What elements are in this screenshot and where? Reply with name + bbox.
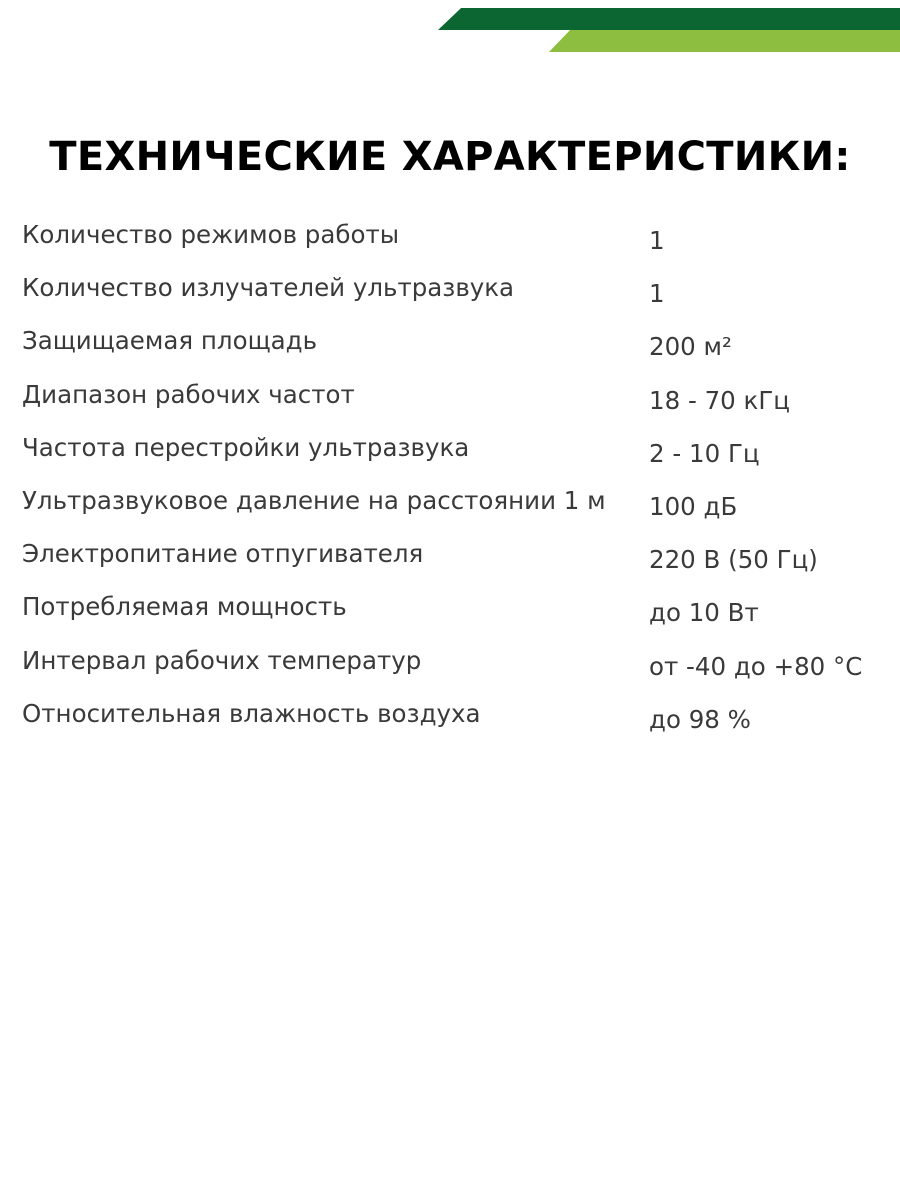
spec-value: до 98 % <box>649 704 751 734</box>
spec-label: Количество излучателей ультразвука <box>22 273 515 303</box>
spec-row <box>22 640 882 693</box>
page-title: ТЕХНИЧЕСКИЕ ХАРАКТЕРИСТИКИ: <box>49 134 851 180</box>
spec-label: Частота перестройки ультразвука <box>22 432 470 462</box>
spec-label: Диапазон рабочих частот <box>22 379 355 409</box>
spec-value: от -40 до +80 °С <box>649 651 863 681</box>
spec-row <box>22 427 882 480</box>
spec-row <box>22 693 882 746</box>
spec-label: Электропитание отпугивателя <box>22 539 424 569</box>
spec-value: 2 - 10 Гц <box>649 438 760 468</box>
spec-row <box>22 480 882 533</box>
header-stripe-dark <box>438 8 900 30</box>
specs-list <box>22 214 882 746</box>
spec-value: 200 м² <box>649 332 732 362</box>
spec-value: 18 - 70 кГц <box>649 385 790 415</box>
spec-row <box>22 533 882 586</box>
spec-label: Потребляемая мощность <box>22 592 347 622</box>
spec-row <box>22 586 882 639</box>
spec-label: Относительная влажность воздуха <box>22 698 481 728</box>
header-stripe-light <box>549 30 900 52</box>
spec-label: Количество режимов работы <box>22 220 400 249</box>
spec-row <box>22 267 882 320</box>
spec-value: 1 <box>649 279 665 309</box>
spec-label: Интервал рабочих температур <box>22 645 422 675</box>
spec-row <box>22 320 882 373</box>
spec-value: 220 В (50 Гц) <box>649 545 818 575</box>
spec-value: до 10 Вт <box>649 598 759 628</box>
spec-value: 1 <box>649 226 665 255</box>
spec-value: 100 дБ <box>649 491 738 521</box>
spec-row <box>22 374 882 427</box>
spec-label: Ультразвуковое давление на расстоянии 1 м <box>22 485 606 515</box>
spec-row <box>22 214 882 267</box>
spec-label: Защищаемая площадь <box>22 326 318 356</box>
